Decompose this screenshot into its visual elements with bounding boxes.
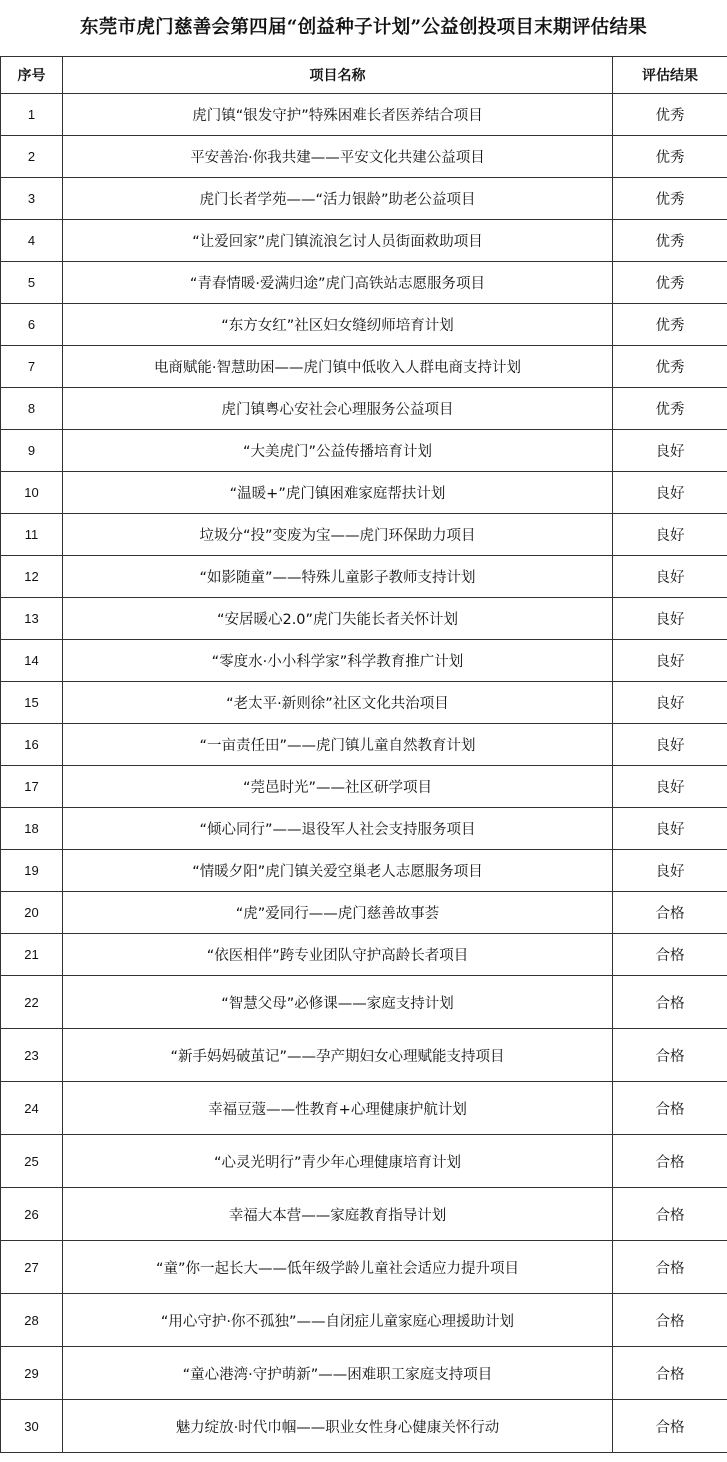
row-serial-number: 23: [1, 1029, 63, 1082]
table-row: [1, 808, 727, 850]
row-project-name: “让爱回家”虎门镇流浪乞讨人员街面救助项目: [63, 220, 613, 262]
row-serial-number: 24: [1, 1082, 63, 1135]
row-evaluation-result: 良好: [613, 598, 727, 640]
row-project-name: “童”你一起长大——低年级学龄儿童社会适应力提升项目: [63, 1241, 613, 1294]
row-serial-number: 18: [1, 808, 63, 850]
table-row: [1, 682, 727, 724]
row-serial-number: 26: [1, 1188, 63, 1241]
table-row: [1, 1135, 727, 1188]
row-serial-number: 13: [1, 598, 63, 640]
table-row: [1, 976, 727, 1029]
row-evaluation-result: 合格: [613, 1188, 727, 1241]
row-serial-number: 28: [1, 1294, 63, 1347]
row-evaluation-result: 良好: [613, 472, 727, 514]
row-project-name: “情暖夕阳”虎门镇关爱空巢老人志愿服务项目: [63, 850, 613, 892]
row-serial-number: 7: [1, 346, 63, 388]
table-row: [1, 1347, 727, 1400]
row-project-name: 虎门镇粤心安社会心理服务公益项目: [63, 388, 613, 430]
row-evaluation-result: 良好: [613, 682, 727, 724]
table-row: [1, 94, 727, 136]
row-serial-number: 1: [1, 94, 63, 136]
table-row: [1, 220, 727, 262]
row-evaluation-result: 优秀: [613, 262, 727, 304]
row-evaluation-result: 合格: [613, 1082, 727, 1135]
row-evaluation-result: 合格: [613, 1400, 727, 1453]
table-row: [1, 1400, 727, 1453]
table-row: [1, 1082, 727, 1135]
row-project-name: “安居暖心2.0”虎门失能长者关怀计划: [63, 598, 613, 640]
row-project-name: “智慧父母”必修课——家庭支持计划: [63, 976, 613, 1029]
table-row: [1, 430, 727, 472]
row-serial-number: 15: [1, 682, 63, 724]
table-row: [1, 724, 727, 766]
row-evaluation-result: 合格: [613, 1294, 727, 1347]
header-evaluation-result: 评估结果: [613, 57, 727, 94]
row-serial-number: 10: [1, 472, 63, 514]
row-project-name: “童心港湾·守护萌新”——困难职工家庭支持项目: [63, 1347, 613, 1400]
row-serial-number: 30: [1, 1400, 63, 1453]
row-evaluation-result: 良好: [613, 514, 727, 556]
table-row: [1, 640, 727, 682]
table-row: [1, 304, 727, 346]
table-row: [1, 346, 727, 388]
row-serial-number: 27: [1, 1241, 63, 1294]
row-serial-number: 16: [1, 724, 63, 766]
row-serial-number: 5: [1, 262, 63, 304]
row-project-name: “老太平·新则徐”社区文化共治项目: [63, 682, 613, 724]
table-row: [1, 514, 727, 556]
row-project-name: “倾心同行”——退役军人社会支持服务项目: [63, 808, 613, 850]
row-evaluation-result: 合格: [613, 976, 727, 1029]
row-evaluation-result: 良好: [613, 556, 727, 598]
row-project-name: “依医相伴”跨专业团队守护高龄长者项目: [63, 934, 613, 976]
row-project-name: “用心守护·你不孤独”——自闭症儿童家庭心理援助计划: [63, 1294, 613, 1347]
table-row: [1, 766, 727, 808]
table-row: [1, 136, 727, 178]
table-row: [1, 850, 727, 892]
row-project-name: 虎门长者学苑——“活力银龄”助老公益项目: [63, 178, 613, 220]
table-row: [1, 388, 727, 430]
row-evaluation-result: 合格: [613, 1241, 727, 1294]
row-serial-number: 11: [1, 514, 63, 556]
row-project-name: “新手妈妈破茧记”——孕产期妇女心理赋能支持项目: [63, 1029, 613, 1082]
row-evaluation-result: 优秀: [613, 304, 727, 346]
evaluation-results-table: [0, 56, 727, 1453]
row-project-name: “如影随童”——特殊儿童影子教师支持计划: [63, 556, 613, 598]
row-evaluation-result: 良好: [613, 850, 727, 892]
table-row: [1, 1241, 727, 1294]
row-evaluation-result: 优秀: [613, 388, 727, 430]
table-row: [1, 262, 727, 304]
row-serial-number: 19: [1, 850, 63, 892]
header-project-name: 项目名称: [63, 57, 613, 94]
row-serial-number: 6: [1, 304, 63, 346]
row-serial-number: 20: [1, 892, 63, 934]
table-row: [1, 934, 727, 976]
row-evaluation-result: 合格: [613, 934, 727, 976]
row-evaluation-result: 良好: [613, 724, 727, 766]
table-row: [1, 178, 727, 220]
row-serial-number: 8: [1, 388, 63, 430]
table-row: [1, 598, 727, 640]
row-serial-number: 4: [1, 220, 63, 262]
row-evaluation-result: 合格: [613, 1347, 727, 1400]
row-project-name: “大美虎门”公益传播培育计划: [63, 430, 613, 472]
table-row: [1, 556, 727, 598]
table-row: [1, 472, 727, 514]
row-evaluation-result: 优秀: [613, 178, 727, 220]
row-project-name: “虎”爱同行——虎门慈善故事荟: [63, 892, 613, 934]
row-serial-number: 9: [1, 430, 63, 472]
row-serial-number: 3: [1, 178, 63, 220]
row-serial-number: 14: [1, 640, 63, 682]
row-project-name: 虎门镇“银发守护”特殊困难长者医养结合项目: [63, 94, 613, 136]
table-header-row: [1, 57, 727, 94]
row-project-name: 垃圾分“投”变废为宝——虎门环保助力项目: [63, 514, 613, 556]
table-body: [1, 94, 727, 1453]
row-project-name: “莞邑时光”——社区研学项目: [63, 766, 613, 808]
row-evaluation-result: 优秀: [613, 94, 727, 136]
row-evaluation-result: 优秀: [613, 346, 727, 388]
row-serial-number: 17: [1, 766, 63, 808]
row-project-name: “东方女红”社区妇女缝纫师培育计划: [63, 304, 613, 346]
row-serial-number: 2: [1, 136, 63, 178]
row-evaluation-result: 合格: [613, 1135, 727, 1188]
row-serial-number: 29: [1, 1347, 63, 1400]
row-serial-number: 12: [1, 556, 63, 598]
table-row: [1, 1188, 727, 1241]
table-row: [1, 892, 727, 934]
row-project-name: “心灵光明行”青少年心理健康培育计划: [63, 1135, 613, 1188]
row-evaluation-result: 合格: [613, 892, 727, 934]
row-evaluation-result: 良好: [613, 640, 727, 682]
row-project-name: 魅力绽放·时代巾帼——职业女性身心健康关怀行动: [63, 1400, 613, 1453]
row-serial-number: 22: [1, 976, 63, 1029]
row-evaluation-result: 良好: [613, 430, 727, 472]
document-title: 东莞市虎门慈善会第四届“创益种子计划”公益创投项目末期评估结果: [79, 17, 648, 38]
header-serial-number: 序号: [1, 57, 63, 94]
row-serial-number: 21: [1, 934, 63, 976]
row-project-name: “温暖+”虎门镇困难家庭帮扶计划: [63, 472, 613, 514]
row-project-name: “一亩责任田”——虎门镇儿童自然教育计划: [63, 724, 613, 766]
row-project-name: 平安善治·你我共建——平安文化共建公益项目: [63, 136, 613, 178]
row-evaluation-result: 优秀: [613, 220, 727, 262]
row-evaluation-result: 合格: [613, 1029, 727, 1082]
row-project-name: 幸福豆蔻——性教育+心理健康护航计划: [63, 1082, 613, 1135]
row-evaluation-result: 良好: [613, 766, 727, 808]
row-project-name: “零度水·小小科学家”科学教育推广计划: [63, 640, 613, 682]
row-evaluation-result: 良好: [613, 808, 727, 850]
row-project-name: “青春情暖·爱满归途”虎门高铁站志愿服务项目: [63, 262, 613, 304]
table-row: [1, 1029, 727, 1082]
table-row: [1, 1294, 727, 1347]
row-serial-number: 25: [1, 1135, 63, 1188]
row-project-name: 电商赋能·智慧助困——虎门镇中低收入人群电商支持计划: [63, 346, 613, 388]
row-project-name: 幸福大本营——家庭教育指导计划: [63, 1188, 613, 1241]
row-evaluation-result: 优秀: [613, 136, 727, 178]
